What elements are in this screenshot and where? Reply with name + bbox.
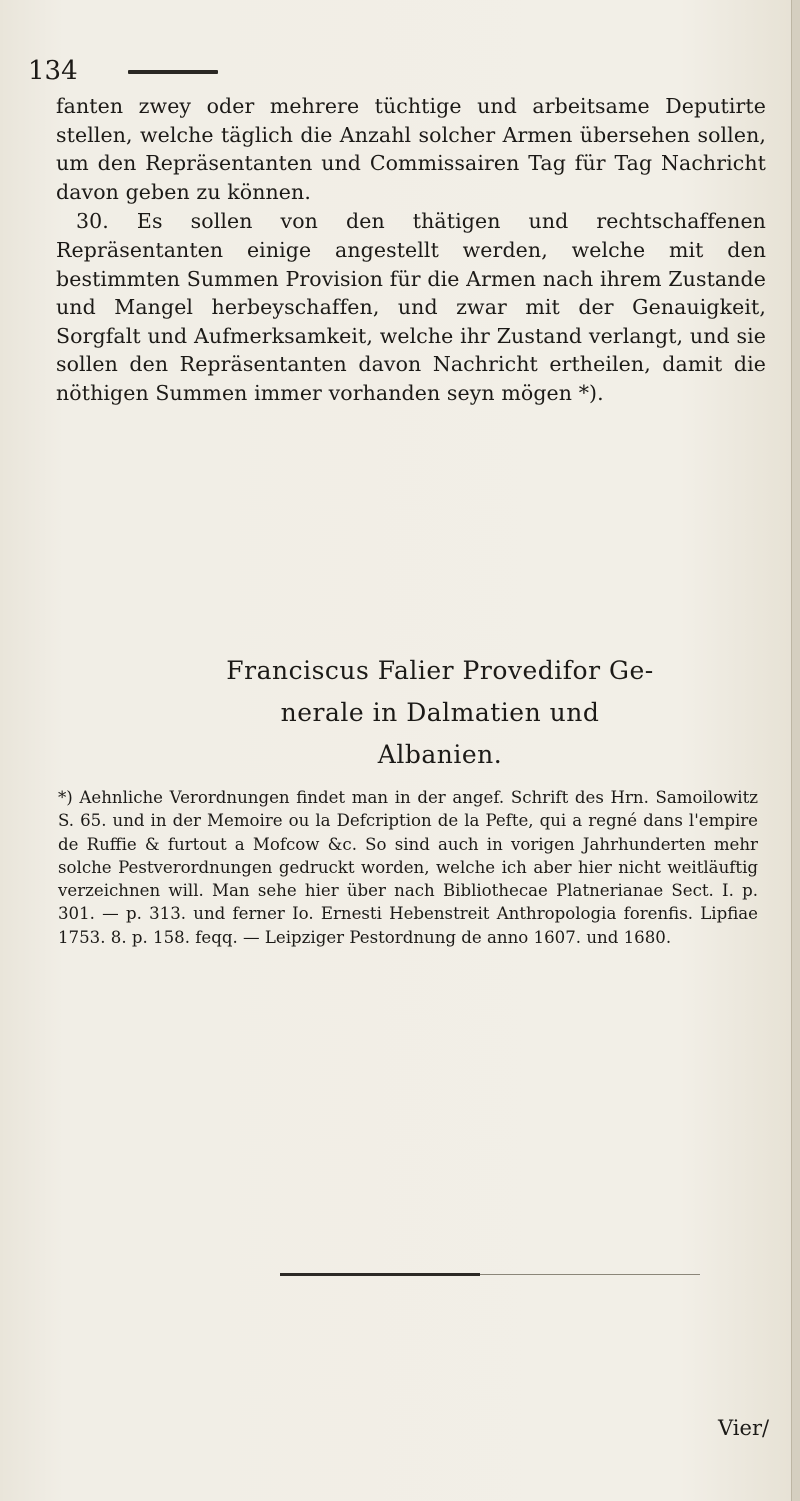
footnote	[58, 786, 758, 949]
heading-line-2: nerale in Dalmatien und	[280, 698, 600, 727]
paragraph-1: fanten zwey oder mehrere tüchtige und arbeitsame Deputirte stellen, welche täglich die Anzahl solcher Armen übersehen sollen, um den Repräsentanten und Commissairen Tag für Tag Nachricht davon geben zu können.	[56, 94, 766, 204]
page-number: 134	[28, 56, 78, 86]
main-text	[56, 92, 766, 408]
section-heading	[140, 650, 740, 776]
heading-line-3: Albanien.	[377, 740, 503, 769]
footnote-text: *) Aehnliche Verordnungen findet man in der angef. Schrift des Hrn. Samoilowitz S. 65. und in der Memoire ou la Defcription de la Pefte, qui a regné dans l'empire de Ruffie & furtout a Mofcow &c. So sind auch in vorigen Jahrhunderten mehr solche Pestverordnungen gedruckt worden, welche ich aber hier nicht weitläuftig verzeichnen will. Man sehe hier über nach Bibliothecae Platnerianae Sect. I. p. 301. — p. 313. und ferner Io. Ernesti Hebenstreit Anthropologia forenfis. Lipfiae 1753. 8. p. 158. feqq. — Leipziger Pestordnung de anno 1607. und 1680.	[58, 788, 758, 947]
header-rule	[128, 70, 218, 74]
page-header	[28, 56, 768, 96]
heading-line-1: Franciscus Falier Provedifor Ge-	[226, 656, 654, 685]
page-edge	[791, 0, 800, 1501]
bottom-rule	[280, 1273, 480, 1276]
paragraph-2: 30. Es sollen von den thätigen und rechtschaffenen Repräsentanten einige angestellt werden, welche mit den bestimmten Summen Provision für die Armen nach ihrem Zustande und Mangel herbeyschaffen, und zwar mit der Genauigkeit, Sorgfalt und Aufmerksamkeit, welche ihr Zustand verlangt, und sie sollen den Repräsentanten davon Nachricht ertheilen, damit die nöthigen Summen immer vorhanden seyn mögen *).	[56, 209, 766, 405]
catchword: Vier/	[718, 1416, 770, 1440]
